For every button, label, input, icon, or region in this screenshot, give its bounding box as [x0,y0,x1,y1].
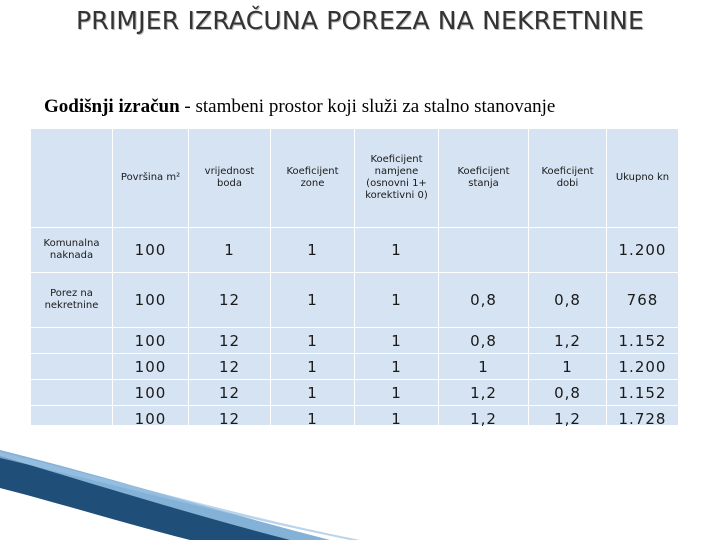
table-cell: 12 [189,354,271,380]
table-cell: 1,2 [529,406,607,432]
table-cell: 0,8 [529,380,607,406]
table-cell: 1 [271,228,355,273]
header-ukupno: Ukupno kn [607,129,679,228]
table-cell: 1 [271,273,355,328]
header-povrsina: Površina m² [113,129,189,228]
slide-subtitle [44,96,555,118]
header-vrijednost-boda: vrijednost boda [189,129,271,228]
table-row [31,273,679,328]
table-cell: 100 [113,273,189,328]
slide-title: PRIMJER IZRAČUNA POREZA NA NEKRETNINE [75,6,645,35]
row-label: Porez na nekretnine [31,273,113,328]
table-cell: 100 [113,328,189,354]
table-cell: 1.200 [607,228,679,273]
table-cell: 1,2 [439,406,529,432]
table-row [31,406,679,432]
table-cell [439,228,529,273]
table-cell: 12 [189,273,271,328]
table-cell: 1 [271,354,355,380]
table-row [31,380,679,406]
table-cell: 1 [355,328,439,354]
header-cell-empty [31,129,113,228]
table-cell: 1 [271,406,355,432]
table-row [31,328,679,354]
table-row [31,354,679,380]
table-cell: 100 [113,406,189,432]
table-cell: 1 [189,228,271,273]
tax-table-container [30,128,678,428]
table-cell: 100 [113,228,189,273]
table-cell: 1,2 [439,380,529,406]
decorative-swoosh [0,450,720,540]
header-koeficijent-dobi: Koeficijent dobi [529,129,607,228]
tax-calculation-table [30,128,679,432]
table-cell: 12 [189,328,271,354]
table-cell: 12 [189,406,271,432]
table-cell: 12 [189,380,271,406]
table-cell: 100 [113,380,189,406]
table-cell: 1.152 [607,328,679,354]
table-cell: 1 [439,354,529,380]
row-label [31,328,113,354]
header-koeficijent-stanja: Koeficijent stanja [439,129,529,228]
table-cell: 1 [529,354,607,380]
table-cell: 0,8 [439,273,529,328]
table-cell: 1 [355,228,439,273]
table-cell: 1 [355,380,439,406]
row-label [31,354,113,380]
row-label: Komunalna naknada [31,228,113,273]
table-cell: 768 [607,273,679,328]
subtitle-rest: - stambeni prostor koji služi za stalno stanovanje [179,96,556,117]
table-cell: 1 [355,406,439,432]
table-cell: 1 [271,380,355,406]
table-cell: 1 [355,354,439,380]
header-koeficijent-zone: Koeficijent zone [271,129,355,228]
table-cell: 0,8 [529,273,607,328]
table-cell: 1.728 [607,406,679,432]
table-cell: 1.200 [607,354,679,380]
table-cell: 0,8 [439,328,529,354]
subtitle-bold: Godišnji izračun [44,96,180,117]
table-cell: 1 [271,328,355,354]
table-cell: 1,2 [529,328,607,354]
table-row [31,228,679,273]
table-header-row [31,129,679,228]
row-label [31,406,113,432]
header-koeficijent-namjene: Koeficijent namjene (osnovni 1+ korektivni 0) [355,129,439,228]
table-cell [529,228,607,273]
row-label [31,380,113,406]
table-cell: 100 [113,354,189,380]
table-cell: 1 [355,273,439,328]
table-cell: 1.152 [607,380,679,406]
